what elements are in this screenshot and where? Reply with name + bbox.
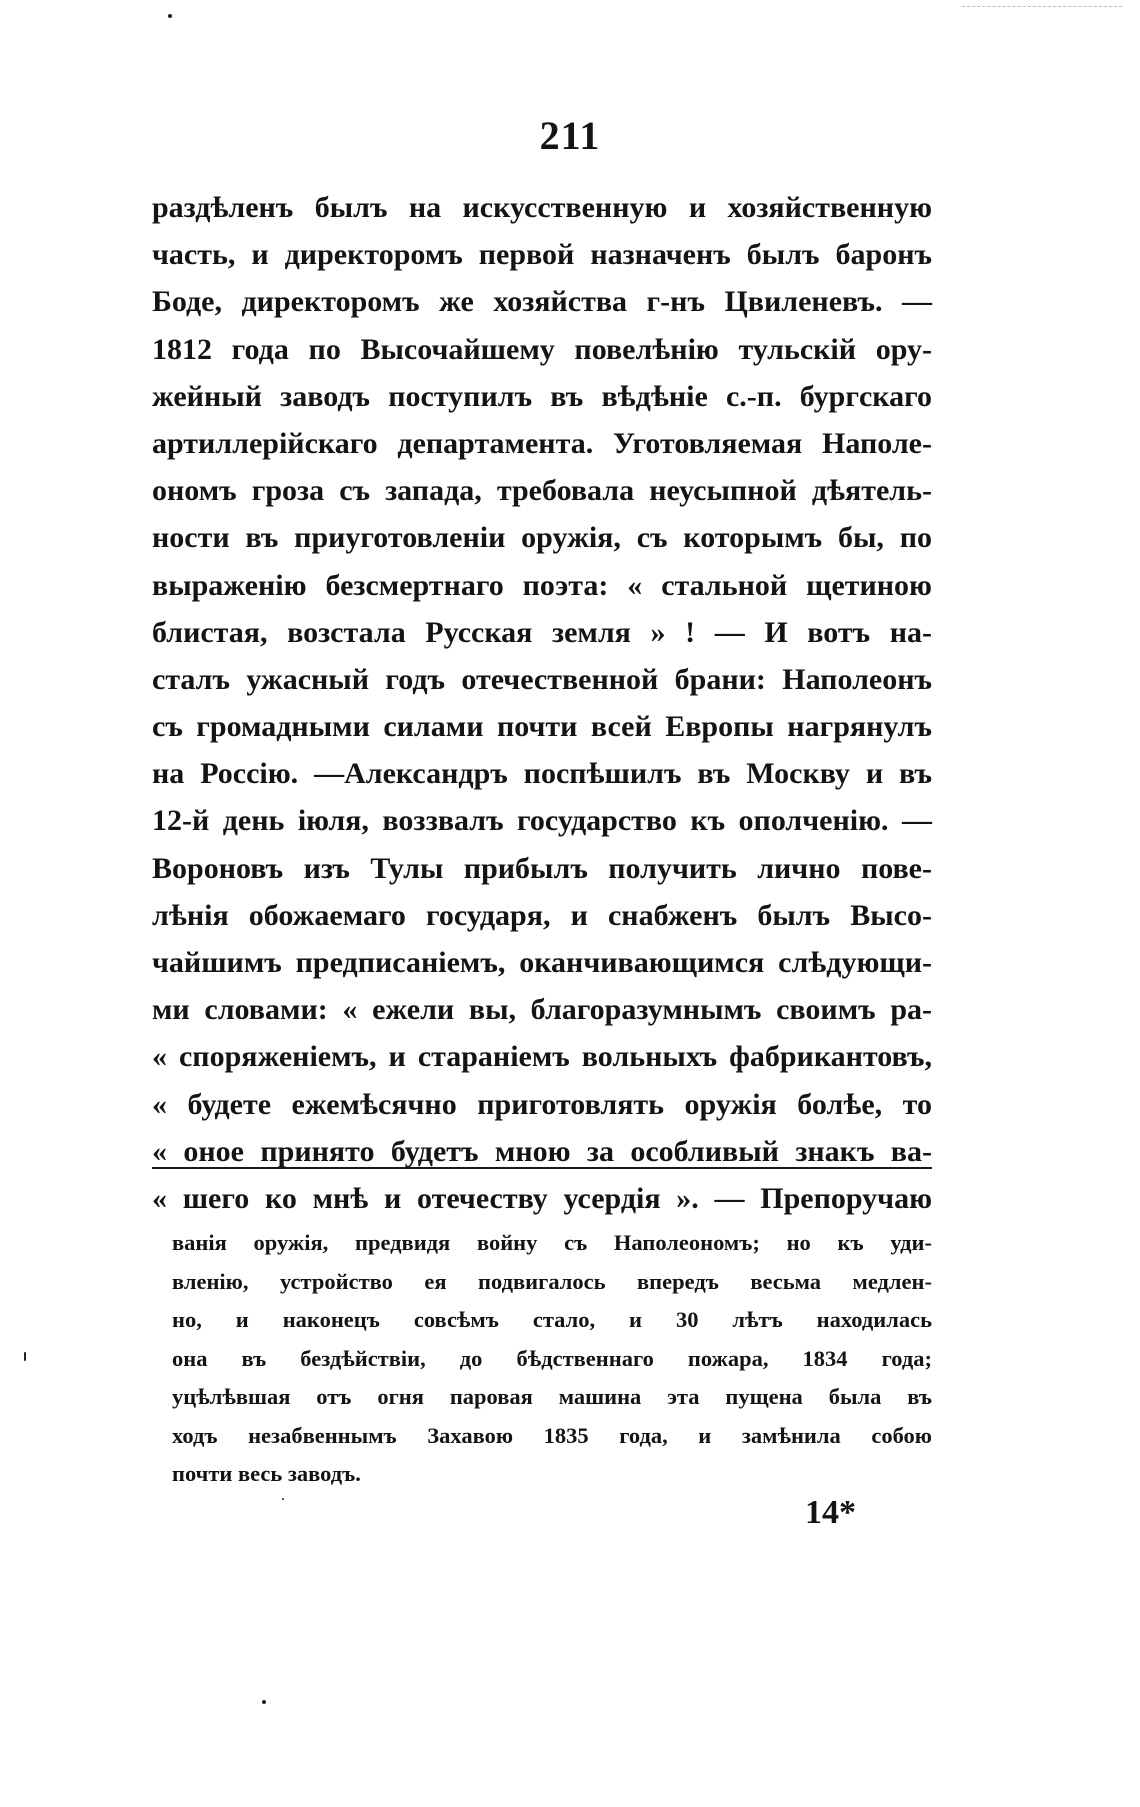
text-line: раздѣленъ былъ на искусственную и хозяйственную: [152, 191, 932, 224]
text-line: 1812 года по Высочайшему повелѣнію тульскій ору-: [152, 332, 932, 366]
text-line: Вороновъ изъ Тулы прибылъ получить лично пове-: [152, 851, 932, 885]
text-line: артиллерійскаго департамента. Уготовляемая Наполе-: [152, 426, 932, 460]
text-line: « оное принято будетъ мною за особливый знакъ ва-: [152, 1134, 932, 1168]
text-line: ности въ приуготовленіи оружія, съ которымъ бы, по: [152, 521, 932, 555]
footnote-line: она въ бездѣйствіи, до бѣдственнаго пожара, 1834 года;: [172, 1345, 932, 1371]
text-line: « будете ежемѣсячно приготовлять оружія болѣе, то: [152, 1087, 932, 1121]
text-line: лѣнія обожаемаго государя, и снабженъ былъ Высо-: [152, 898, 932, 932]
footnote-line: вленію, устройство ея подвигалось впередъ весьма медлен-: [172, 1268, 932, 1294]
text-line: ми словами: « ежели вы, благоразумнымъ своимъ ра-: [152, 993, 932, 1027]
text-line: часть, и директоромъ первой назначенъ былъ баронъ: [152, 238, 932, 272]
scan-speck: [168, 14, 172, 18]
footnote-separator-rule: [152, 1167, 932, 1169]
footnote-line: почти весь заводъ.: [172, 1461, 361, 1486]
footnote-line: но, и наконецъ совсѣмъ стало, и 30 лѣтъ находилась: [172, 1307, 932, 1332]
scan-edge-marks: [962, 6, 1122, 7]
text-line: ономъ гроза съ запада, требовала неусыпной дѣятель-: [152, 474, 932, 508]
text-line: 12-й день іюля, воззвалъ государство къ ополченію. —: [152, 804, 932, 838]
text-line: выраженію безсмертнаго поэта: « стальной щетиною: [152, 568, 932, 602]
text-line: чайшимъ предписаніемъ, оканчивающимся слѣдующи-: [152, 946, 932, 979]
text-line: Боде, директоромъ же хозяйства г-нъ Цвиленевъ. —: [152, 285, 932, 319]
text-line: « шего ко мнѣ и отечеству усердія ». — Препоручаю: [152, 1181, 932, 1215]
main-text-block: [152, 184, 932, 1222]
text-line: блистая, возстала Русская земля » ! — И вотъ на-: [152, 615, 932, 649]
footnote-line: ходъ незабвеннымъ Захавою 1835 года, и замѣнила собою: [172, 1422, 932, 1448]
text-line: « споряженіемъ, и стараніемъ вольныхъ фабрикантовъ,: [152, 1040, 932, 1074]
text-line: жейный заводъ поступилъ въ вѣдѣніе с.-п. бургскаго: [152, 379, 932, 413]
scan-speck: [24, 1352, 26, 1361]
footnote-line: уцѣлѣвшая отъ огня паровая машина эта пущена была въ: [172, 1384, 932, 1409]
page-number: 211: [539, 113, 601, 158]
scan-speck: [282, 1498, 284, 1500]
footnote-block: [172, 1224, 932, 1494]
signature-mark: 14*: [805, 1494, 856, 1531]
text-line: сталъ ужасный годъ отечественной брани: Наполеонъ: [152, 662, 932, 696]
scan-speck: [262, 1700, 266, 1704]
text-line: на Россію. —Александръ поспѣшилъ въ Москву и въ: [152, 757, 932, 791]
text-line: съ громадными силами почти всей Европы нагрянулъ: [152, 710, 932, 744]
footnote-line: ванія оружія, предвидя войну съ Наполеономъ; но къ уди-: [172, 1230, 932, 1255]
